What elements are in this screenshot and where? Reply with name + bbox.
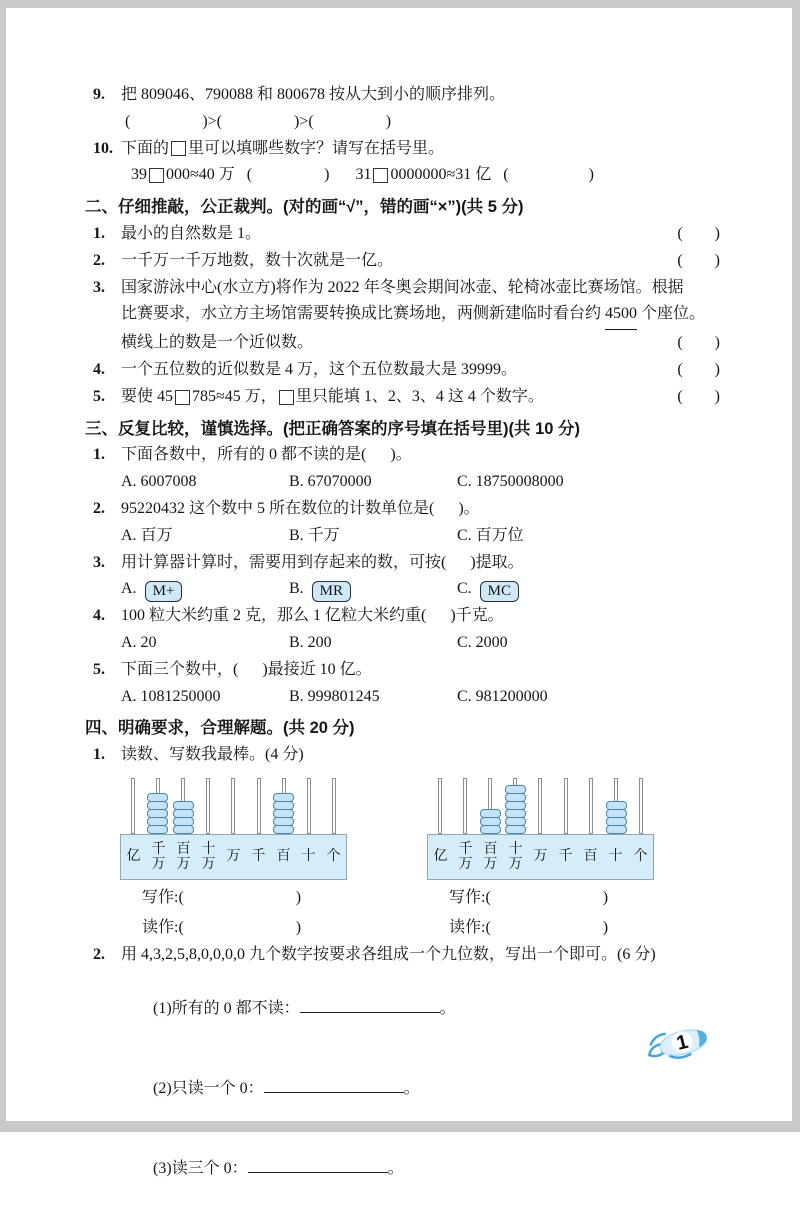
option-letter: B. — [289, 580, 304, 598]
page-number: 1 — [674, 1030, 691, 1055]
question-text: 里可以填哪些数字？请写在括号里。 — [188, 139, 445, 157]
abacus-rod-bar — [257, 778, 261, 834]
abacus-bead-stack — [505, 786, 526, 834]
abacus-place-label: 十 万 — [201, 841, 216, 872]
tf-item-4 — [85, 357, 720, 384]
question-text: 一个五位数的近似数是 4 万，这个五位数最大是 39999。 — [121, 360, 518, 378]
question-text: 个座位。 — [637, 305, 706, 323]
abacus-rod — [604, 778, 629, 834]
abacus-bead — [173, 825, 194, 834]
abacus-place-label: 亿 — [126, 849, 141, 865]
option-b: B. 千万 — [289, 526, 340, 544]
option-a: A. 1081250000 — [121, 687, 221, 705]
abacus-place-label: 万 — [533, 849, 548, 865]
abacus-place-label: 百 — [276, 849, 291, 865]
abacus-rods — [427, 778, 654, 834]
period: 。 — [439, 999, 456, 1017]
question-number: 3. — [93, 553, 105, 571]
abacus-rod-bar — [206, 778, 210, 834]
question-number: 4. — [93, 360, 105, 378]
question-number: 5. — [93, 660, 105, 678]
option-b: B. 67070000 — [289, 473, 372, 491]
abacus-rod — [297, 778, 322, 834]
question-number: 10. — [93, 139, 113, 157]
abacus-rod-bar — [307, 778, 311, 834]
abacus-frame — [427, 834, 654, 880]
question-text: 读数、写数我最棒。(4 分) — [121, 746, 304, 764]
tf-item-3-line-1 — [85, 275, 720, 302]
solve-item-2-sub-1 — [121, 969, 720, 1049]
question-text: 一千万一千万地数，数十次就是一亿。 — [121, 251, 394, 269]
option-letter: A. — [121, 580, 137, 598]
blank-box — [279, 390, 294, 405]
option-a: A. 6007008 — [121, 473, 197, 491]
choice-item-5 — [85, 657, 720, 684]
blank-box — [149, 168, 164, 183]
abacus-rod — [477, 778, 502, 834]
answer-parens: ( )>( )>( ) — [125, 112, 392, 130]
question-text: 下面三个数中，( )最接近 10 亿。 — [121, 660, 372, 678]
answer-blank — [264, 1079, 404, 1093]
abacus-place-label: 千 — [558, 849, 573, 865]
abacus-place-label: 亿 — [433, 849, 448, 865]
abacus-bead-stack — [273, 794, 294, 834]
write-as-line: 写作:( ) — [142, 888, 302, 906]
calculator-key-m-plus: M+ — [145, 581, 183, 602]
solve-item-1 — [85, 742, 720, 769]
abacus-rod-bar — [131, 778, 135, 834]
abacus-place-label: 百 — [583, 849, 598, 865]
abacus-place-label: 百 万 — [483, 841, 498, 872]
question-10-fill-line — [131, 162, 720, 189]
fill-pre: 39 — [131, 166, 147, 184]
choice-item-5-options — [121, 684, 720, 711]
underlined-number: 4500 — [605, 301, 637, 330]
choice-item-3-options — [121, 576, 720, 603]
abacus-right — [427, 778, 654, 940]
abacus-place-label: 千 万 — [458, 841, 473, 872]
option-a — [121, 576, 289, 603]
abacus-rod — [452, 778, 477, 834]
question-text: 下面各数中，所有的 0 都不读的是( )。 — [121, 446, 412, 464]
answer-parens: ( ) — [677, 334, 720, 352]
abacus-bead-stack — [173, 802, 194, 834]
tf-item-3-line-3 — [121, 330, 720, 357]
question-text: 横线上的数是一个近似数。 — [121, 334, 314, 352]
abacus-bead — [147, 825, 168, 834]
rocket-page-number-icon — [638, 1018, 718, 1074]
question-number: 5. — [93, 387, 105, 405]
answer-parens: ( ) — [503, 166, 594, 184]
question-text: 最小的自然数是 1。 — [121, 224, 262, 242]
tf-item-3-line-2 — [121, 301, 720, 330]
question-number: 9. — [93, 86, 105, 103]
option-b: B. 200 — [289, 633, 332, 651]
abacus-rod-bar — [463, 778, 467, 834]
abacus-rod-bar — [438, 778, 442, 834]
tf-item-5 — [85, 384, 720, 411]
answer-blank — [248, 1159, 388, 1173]
question-text: 95220432 这个数中 5 所在数位的计数单位是( )。 — [121, 499, 480, 517]
test-paper-page — [6, 8, 792, 1178]
abacus-rod-bar — [332, 778, 336, 834]
question-10 — [85, 136, 720, 163]
question-number: 1. — [93, 224, 105, 242]
option-c: C. 百万位 — [457, 526, 524, 544]
abacus-rod — [553, 778, 578, 834]
choice-item-2 — [85, 496, 720, 523]
abacus-rod — [145, 778, 170, 834]
question-9-answer-line — [125, 109, 720, 136]
abacus-rod — [196, 778, 221, 834]
answer-parens: ( ) — [677, 360, 720, 378]
tf-item-1 — [85, 221, 720, 248]
question-text: 下面的 — [121, 139, 170, 157]
abacus-bead-stack — [480, 810, 501, 834]
abacus-rod-bar — [639, 778, 643, 834]
abacus-rod — [629, 778, 654, 834]
abacus-diagrams — [120, 778, 720, 940]
question-text: 785≈45 万， — [192, 387, 277, 405]
choice-item-4-options — [121, 630, 720, 657]
option-b — [289, 576, 457, 603]
question-number: 2. — [93, 945, 105, 963]
abacus-place-label: 百 万 — [176, 841, 191, 872]
read-as-line: 读作:( ) — [142, 918, 302, 936]
abacus-bead — [606, 825, 627, 834]
abacus-rod — [170, 778, 195, 834]
sub-question-text: (1)所有的 0 都不读： — [153, 999, 300, 1017]
abacus-rods — [120, 778, 347, 834]
abacus-place-label: 千 万 — [151, 841, 166, 872]
abacus-bead — [480, 825, 501, 834]
fill-post: 000≈40 万 — [166, 166, 235, 184]
abacus-frame — [120, 834, 347, 880]
abacus-bead — [273, 825, 294, 834]
abacus-rod — [503, 778, 528, 834]
tf-item-2 — [85, 248, 720, 275]
option-c: C. 981200000 — [457, 687, 548, 705]
abacus-place-label: 千 — [251, 849, 266, 865]
abacus-place-label: 十 — [608, 849, 623, 865]
abacus-place-label: 十 — [301, 849, 316, 865]
option-b: B. 999801245 — [289, 687, 380, 705]
question-text: 要使 45 — [121, 387, 174, 405]
question-text: 把 809046、790088 和 800678 按从大到小的顺序排列。 — [121, 86, 506, 103]
question-text: 用 4,3,2,5,8,0,0,0,0 九个数字按要求各组成一个九位数，写出一个即可。(6 分) — [121, 945, 656, 963]
abacus-rod-bar — [589, 778, 593, 834]
solve-item-2-sub-2 — [121, 1049, 720, 1129]
blank-box — [373, 168, 388, 183]
answer-blank — [300, 999, 440, 1013]
option-c — [457, 576, 519, 603]
option-letter: C. — [457, 580, 472, 598]
abacus-bead — [505, 825, 526, 834]
answer-parens: ( ) — [677, 387, 720, 405]
write-as-line: 写作:( ) — [449, 888, 609, 906]
solve-item-2 — [85, 942, 720, 969]
choice-item-2-options — [121, 523, 720, 550]
abacus-rod — [271, 778, 296, 834]
abacus-rod — [221, 778, 246, 834]
abacus-rod-bar — [231, 778, 235, 834]
abacus-rod — [578, 778, 603, 834]
question-text: 国家游泳中心(水立方)将作为 2022 年冬奥会期间冰壶、轮椅冰壶比赛场馆。根据 — [121, 278, 684, 296]
option-a: A. 20 — [121, 633, 157, 651]
abacus-place-label: 个 — [633, 849, 648, 865]
abacus-rod-bar — [538, 778, 542, 834]
question-text: 里只能填 1、2、3、4 这 4 个数字。 — [295, 387, 544, 405]
answer-parens: ( ) — [677, 251, 720, 269]
abacus-place-label: 个 — [326, 849, 341, 865]
blank-box — [175, 390, 190, 405]
calculator-key-mr: MR — [312, 581, 351, 602]
sub-question-text: (3)读三个 0： — [153, 1160, 248, 1178]
abacus-rod — [246, 778, 271, 834]
question-9 — [85, 82, 720, 109]
abacus-left — [120, 778, 347, 940]
solve-item-2-sub-3 — [121, 1130, 720, 1210]
question-text: 比赛要求，水立方主场馆需要转换成比赛场地，两侧新建临时看台约 — [121, 305, 606, 323]
question-number: 3. — [93, 278, 105, 296]
question-number: 1. — [93, 446, 105, 464]
abacus-rod — [322, 778, 347, 834]
fill-post: 0000000≈31 亿 — [390, 166, 492, 184]
section-2-heading: 二、仔细推敲，公正裁判。(对的画“√”，错的画“×”)(共 5 分) — [85, 198, 524, 217]
period: 。 — [387, 1160, 404, 1178]
answer-parens: ( ) — [246, 166, 330, 184]
abacus-bead-stack — [606, 802, 627, 834]
abacus-place-label: 十 万 — [508, 841, 523, 872]
option-c: C. 18750008000 — [457, 473, 564, 491]
abacus-rod — [427, 778, 452, 834]
read-as-line: 读作:( ) — [449, 918, 609, 936]
answer-parens: ( ) — [677, 224, 720, 242]
fill-pre: 31 — [355, 166, 372, 184]
abacus-place-label: 万 — [226, 849, 241, 865]
option-a: A. 百万 — [121, 526, 173, 544]
abacus-rod — [528, 778, 553, 834]
abacus-bead-stack — [147, 794, 168, 834]
option-c: C. 2000 — [457, 633, 508, 651]
choice-item-1 — [85, 442, 720, 469]
question-number: 2. — [93, 499, 105, 517]
abacus-rod — [120, 778, 145, 834]
section-3-heading: 三、反复比较，谨慎选择。(把正确答案的序号填在括号里)(共 10 分) — [85, 419, 580, 438]
blank-box — [171, 141, 186, 156]
question-number: 1. — [93, 746, 105, 764]
question-number: 2. — [93, 251, 105, 269]
section-4-heading: 四、明确要求，合理解题。(共 20 分) — [85, 719, 355, 738]
choice-item-1-options — [121, 469, 720, 496]
calculator-key-mc: MC — [480, 581, 519, 602]
question-text: 用计算器计算时，需要用到存起来的数，可按( )提取。 — [121, 553, 524, 571]
question-number: 4. — [93, 607, 105, 625]
choice-item-4 — [85, 603, 720, 630]
question-text: 100 粒大米约重 2 克，那么 1 亿粒大米约重( )千克。 — [121, 607, 504, 625]
choice-item-3 — [85, 550, 720, 577]
abacus-rod-bar — [564, 778, 568, 834]
sub-question-text: (2)只读一个 0： — [153, 1079, 264, 1097]
period: 。 — [403, 1079, 420, 1097]
